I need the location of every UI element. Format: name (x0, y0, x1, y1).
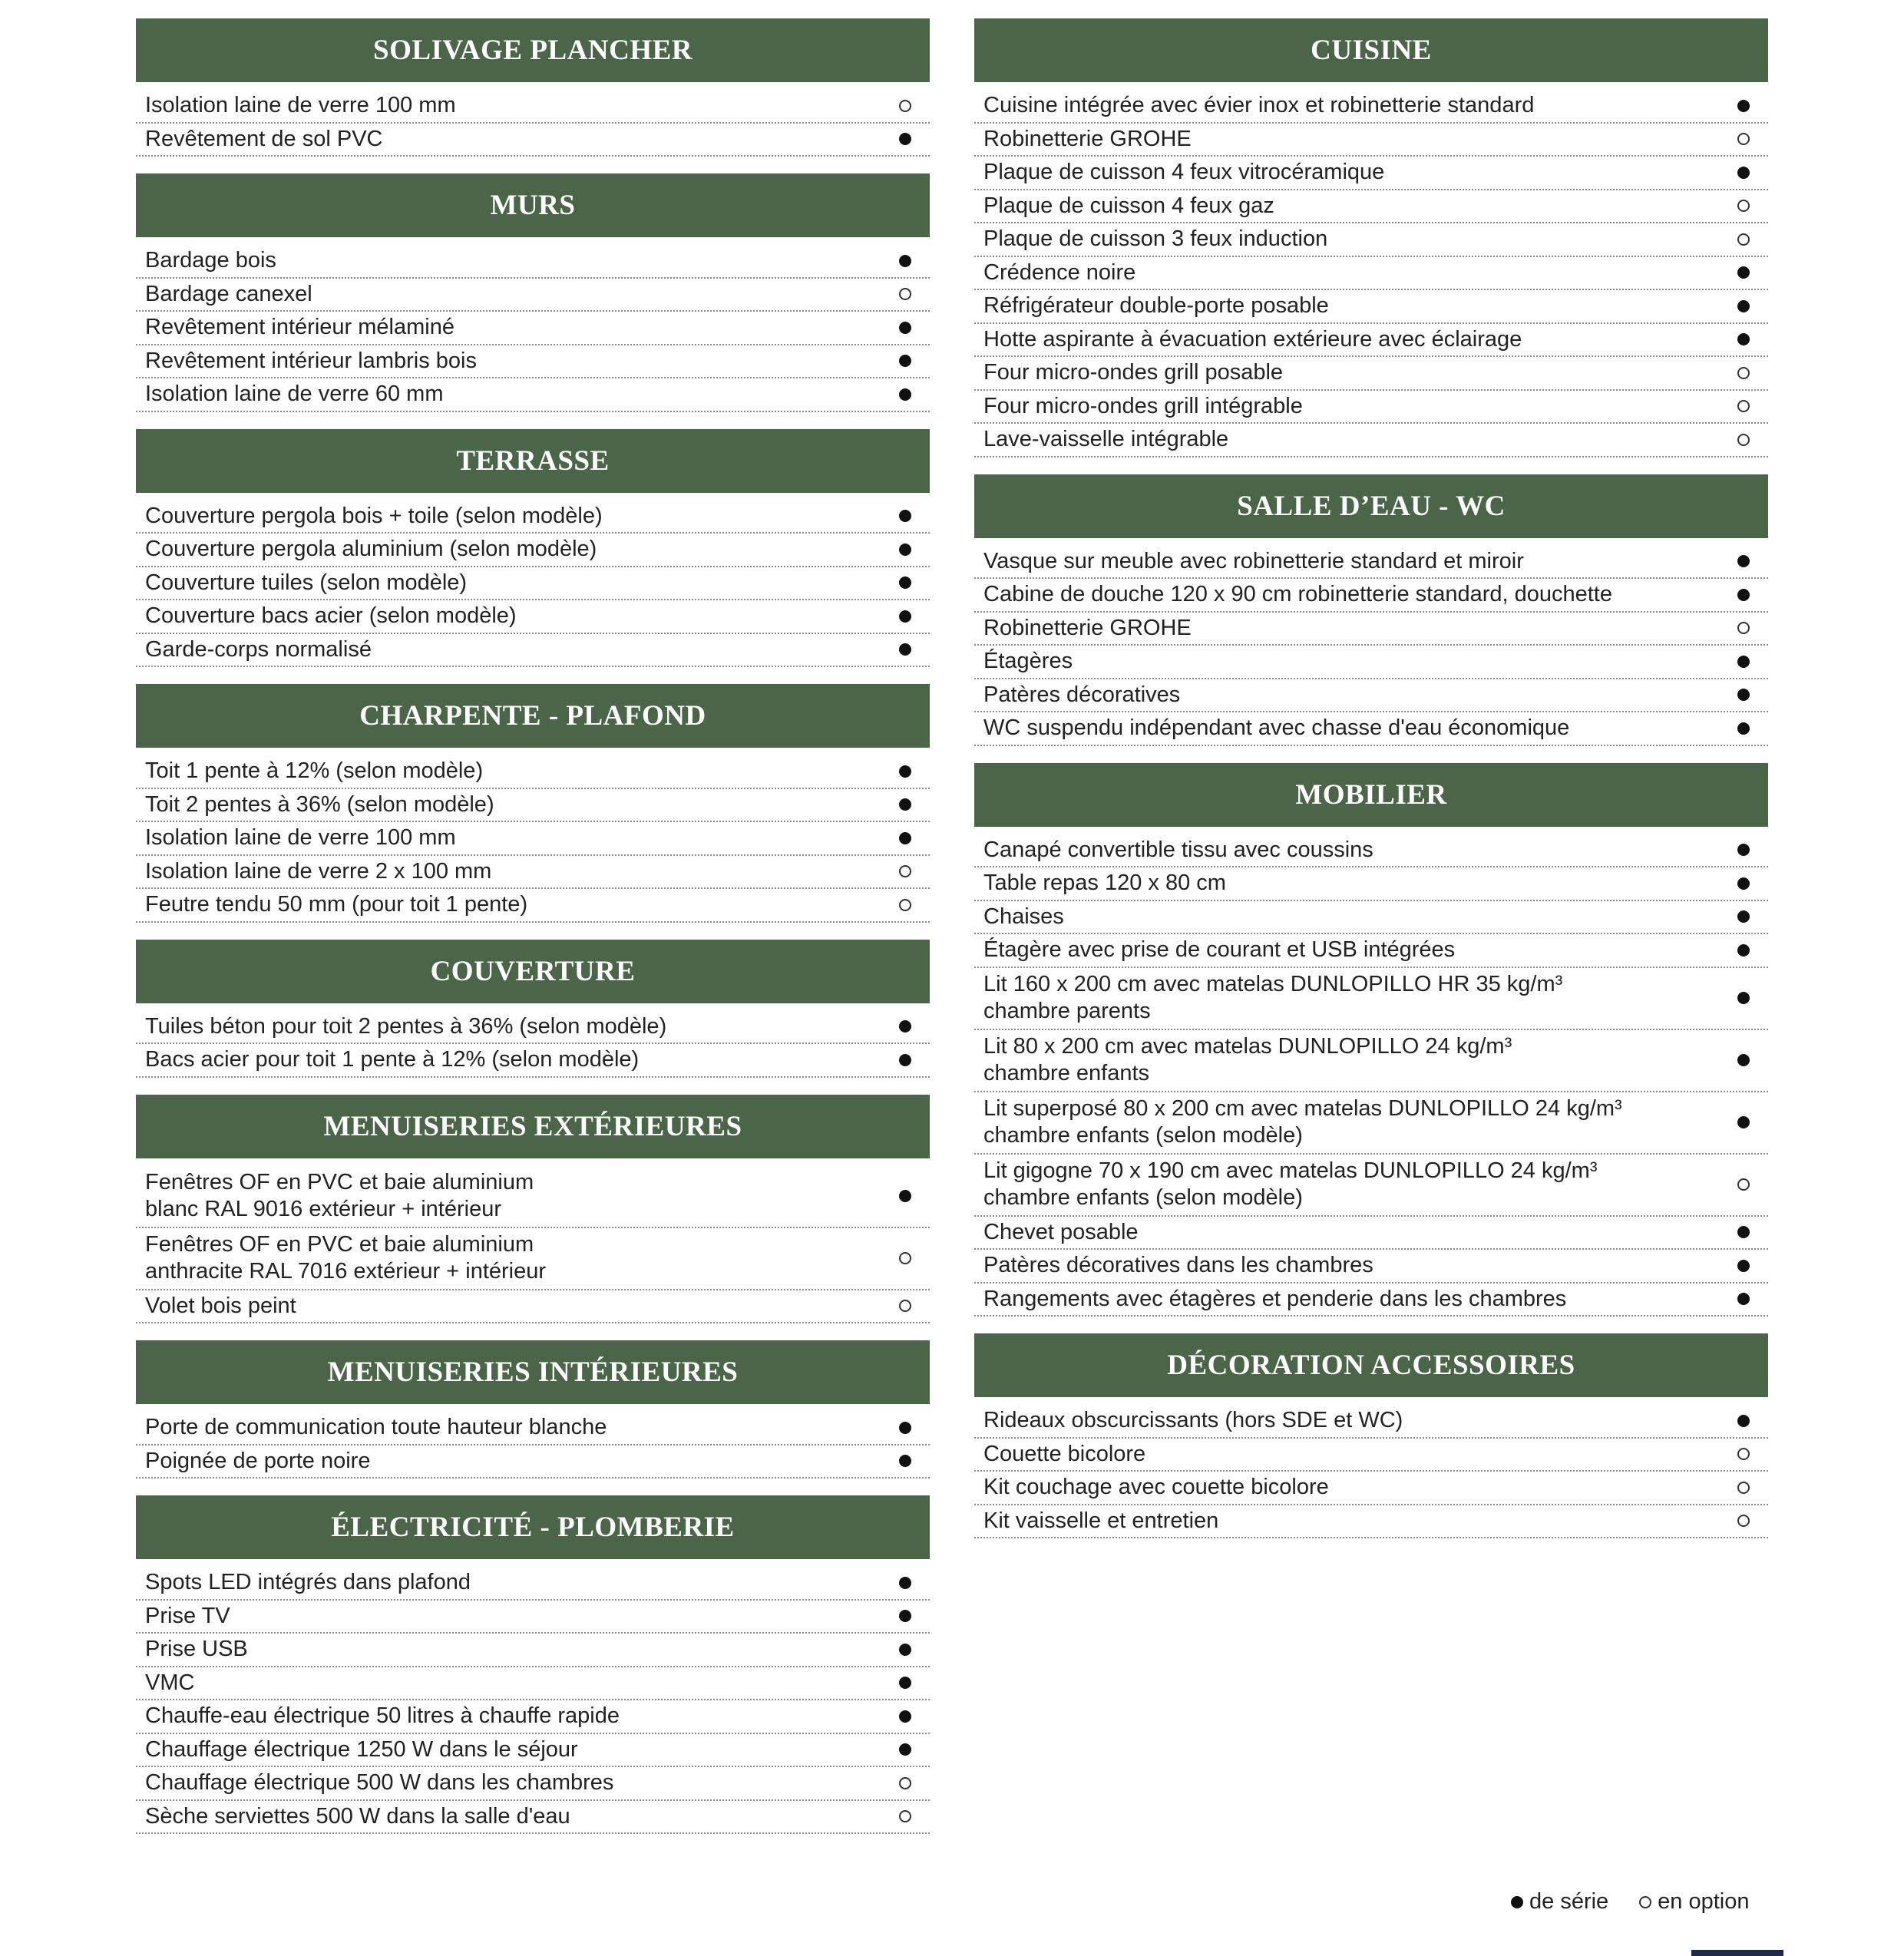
section-salle-d-eau-wc (974, 474, 1768, 746)
item-label: Bacs acier pour toit 1 pente à 12% (selon modèle) (145, 1047, 640, 1072)
item-label: Chauffe-eau électrique 50 litres à chauffe rapide (145, 1703, 620, 1729)
filled-circle-icon (899, 832, 911, 844)
filled-circle-icon (899, 1710, 911, 1723)
item-label: Tuiles béton pour toit 2 pentes à 36% (selon modèle) (145, 1013, 667, 1039)
item-label: VMC (145, 1670, 195, 1695)
filled-circle-icon (1737, 167, 1750, 179)
section-menuiseries-interieures (136, 1340, 930, 1479)
item-label: Couverture tuiles (selon modèle) (145, 570, 468, 595)
list-item (974, 1284, 1768, 1317)
list-item (974, 712, 1768, 746)
list-item (136, 567, 930, 601)
list-item (974, 424, 1768, 458)
filled-circle-icon (1737, 1415, 1750, 1427)
section-title: COUVERTURE (136, 940, 930, 1003)
filled-circle-icon (1737, 844, 1750, 856)
section-menuiseries-exterieures (136, 1095, 930, 1324)
empty-circle-icon (1737, 233, 1750, 246)
list-item (974, 124, 1768, 157)
empty-circle-icon (899, 1252, 911, 1264)
list-item (974, 1439, 1768, 1472)
filled-circle-icon (1737, 300, 1750, 312)
filled-circle-icon (899, 765, 911, 778)
item-label: Kit couchage avec couette bicolore (983, 1475, 1329, 1500)
empty-circle-icon (1737, 1515, 1750, 1527)
section-mobilier (974, 763, 1768, 1317)
item-label: Revêtement intérieur mélaminé (145, 315, 455, 340)
item-label: Canapé convertible tissu avec coussins (983, 837, 1373, 862)
empty-circle-icon (1737, 434, 1750, 446)
empty-circle-icon (899, 100, 911, 112)
filled-circle-icon (1737, 100, 1750, 112)
filled-circle-icon (1737, 992, 1750, 1004)
item-label: Lit 160 x 200 cm avec matelas DUNLOPILLO HR 35 kg/m³ chambre parents (983, 972, 1563, 1023)
list-item (136, 1801, 930, 1835)
list-item (974, 646, 1768, 679)
item-label: Revêtement intérieur lambris bois (145, 348, 477, 373)
empty-circle-icon (899, 865, 911, 877)
list-item (136, 1601, 930, 1634)
item-label: Plaque de cuisson 4 feux gaz (983, 193, 1274, 218)
list-item (136, 1166, 930, 1228)
section-title: SOLIVAGE PLANCHER (136, 18, 930, 82)
list-item (136, 245, 930, 279)
item-label: Robinetterie GROHE (983, 126, 1192, 151)
list-item (974, 1217, 1768, 1251)
item-label: Lit superposé 80 x 200 cm avec matelas DUNLOPILLO 24 kg/m³ chambre enfants (selon modèle) (983, 1096, 1622, 1148)
list-item (136, 90, 930, 124)
filled-circle-icon (1737, 1116, 1750, 1128)
list-item (974, 1250, 1768, 1284)
empty-circle-icon (1737, 400, 1750, 412)
list-item (974, 1092, 1768, 1155)
empty-circle-icon (899, 1777, 911, 1789)
filled-circle-icon (899, 610, 911, 623)
item-label: WC suspendu indépendant avec chasse d'eau économique (983, 715, 1570, 741)
filled-circle-icon (1737, 1054, 1750, 1066)
item-label: Porte de communication toute hauteur blanche (145, 1415, 607, 1440)
list-item (974, 613, 1768, 646)
list-item (974, 968, 1768, 1030)
empty-circle-icon (899, 1810, 911, 1822)
item-label: Couverture pergola aluminium (selon modèle) (145, 537, 597, 562)
empty-circle-icon (1737, 133, 1750, 145)
list-item (136, 822, 930, 856)
section-title: CUISINE (974, 18, 1768, 82)
filled-circle-icon (899, 133, 911, 145)
item-label: Couverture bacs acier (selon modèle) (145, 603, 517, 629)
section-title: MURS (136, 173, 930, 237)
empty-circle-icon (899, 899, 911, 911)
list-item (974, 357, 1768, 391)
item-label: Revêtement de sol PVC (145, 126, 383, 151)
item-label: Isolation laine de verre 2 x 100 mm (145, 858, 492, 884)
item-label: Crédence noire (983, 259, 1136, 285)
section-title: ÉLECTRICITÉ - PLOMBERIE (136, 1495, 930, 1559)
section-terrasse (136, 429, 930, 668)
filled-circle-icon (899, 1610, 911, 1622)
item-label: Hotte aspirante à évacuation extérieure avec éclairage (983, 326, 1522, 352)
item-label: Rangements avec étagères et penderie dans les chambres (983, 1286, 1567, 1311)
list-item (136, 1412, 930, 1446)
item-label: Feutre tendu 50 mm (pour toit 1 pente) (145, 892, 528, 917)
item-label: Poignée de porte noire (145, 1448, 371, 1473)
filled-circle-icon (899, 322, 911, 334)
filled-circle-icon (1737, 1226, 1750, 1238)
section-title: TERRASSE (136, 429, 930, 493)
item-label: Cuisine intégrée avec évier inox et robinetterie standard (983, 93, 1535, 118)
filled-circle-icon (899, 1455, 911, 1467)
item-label: Chauffage électrique 500 W dans les chambres (145, 1770, 614, 1796)
item-label: Réfrigérateur double-porte posable (983, 293, 1329, 319)
filled-circle-icon (899, 1644, 911, 1656)
item-label: Prise TV (145, 1603, 230, 1628)
list-item (136, 1567, 930, 1601)
list-item (136, 789, 930, 823)
section-title: DÉCORATION ACCESSOIRES (974, 1333, 1768, 1397)
filled-circle-icon (899, 798, 911, 811)
filled-circle-icon (1737, 689, 1750, 701)
list-item (974, 1505, 1768, 1539)
left-column (136, 18, 930, 1851)
list-item (136, 1446, 930, 1479)
filled-circle-icon (899, 1422, 911, 1434)
filled-circle-icon (1737, 1260, 1750, 1272)
filled-circle-icon (1737, 266, 1750, 279)
item-label: Cabine de douche 120 x 90 cm robinetterie standard, douchette (983, 582, 1612, 607)
list-item (136, 345, 930, 379)
item-label: Bardage bois (145, 248, 276, 273)
list-item (974, 257, 1768, 291)
list-item (136, 600, 930, 634)
item-label: Couverture pergola bois + toile (selon modèle) (145, 503, 603, 528)
section-title: CHARPENTE - PLAFOND (136, 684, 930, 748)
section-solivage-plancher (136, 18, 930, 157)
list-item (136, 1228, 930, 1290)
legend (1511, 1889, 1750, 1915)
list-item (974, 157, 1768, 190)
item-label: Patères décoratives (983, 682, 1181, 707)
list-item (974, 1472, 1768, 1505)
empty-circle-icon (1639, 1896, 1651, 1908)
item-label: Lit 80 x 200 cm avec matelas DUNLOPILLO 24 kg/m³ chambre enfants (983, 1034, 1512, 1085)
list-item (136, 856, 930, 890)
filled-circle-icon (899, 1577, 911, 1589)
empty-circle-icon (1737, 1178, 1750, 1191)
filled-circle-icon (1737, 333, 1750, 345)
empty-circle-icon (899, 1300, 911, 1312)
item-label: Lave-vaisselle intégrable (983, 427, 1229, 452)
list-item (974, 934, 1768, 968)
filled-circle-icon (899, 577, 911, 589)
item-label: Plaque de cuisson 4 feux vitrocéramique (983, 160, 1385, 185)
section-title: SALLE D’EAU - WC (974, 474, 1768, 538)
item-label: Couette bicolore (983, 1441, 1146, 1466)
item-label: Chauffage électrique 1250 W dans le séjour (145, 1736, 578, 1762)
filled-circle-icon (1737, 722, 1750, 735)
item-label: Prise USB (145, 1637, 248, 1662)
filled-circle-icon (899, 510, 911, 522)
filled-circle-icon (899, 544, 911, 556)
list-item (974, 1405, 1768, 1439)
filled-circle-icon (1737, 656, 1750, 668)
list-item (974, 391, 1768, 425)
list-item (136, 1700, 930, 1734)
list-item (974, 679, 1768, 713)
list-item (136, 1044, 930, 1078)
section-electricite-plomberie (136, 1495, 930, 1834)
filled-circle-icon (1737, 877, 1750, 890)
list-item (136, 378, 930, 412)
section-title: MENUISERIES EXTÉRIEURES (136, 1095, 930, 1158)
empty-circle-icon (1737, 1482, 1750, 1494)
list-item (136, 755, 930, 789)
filled-circle-icon (1737, 1293, 1750, 1305)
section-decoration-accessoires (974, 1333, 1768, 1538)
item-label: Bardage canexel (145, 281, 312, 306)
filled-circle-icon (1737, 589, 1750, 601)
filled-circle-icon (899, 643, 911, 656)
empty-circle-icon (1737, 1448, 1750, 1460)
list-item (974, 834, 1768, 868)
item-label: Table repas 120 x 80 cm (983, 871, 1226, 896)
item-label: Vasque sur meuble avec robinetterie standard et miroir (983, 548, 1524, 573)
list-item (136, 634, 930, 668)
filled-circle-icon (899, 1743, 911, 1756)
list-item (974, 223, 1768, 257)
filled-circle-icon (899, 1020, 911, 1033)
legend-standard-label: de série (1529, 1889, 1609, 1914)
list-item (974, 867, 1768, 901)
item-label: Chevet posable (983, 1219, 1139, 1244)
list-item (974, 579, 1768, 613)
list-item (136, 1667, 930, 1701)
item-label: Patères décoratives dans les chambres (983, 1253, 1373, 1278)
item-label: Isolation laine de verre 100 mm (145, 825, 456, 851)
item-label: Chaises (983, 904, 1064, 929)
item-label: Plaque de cuisson 3 feux induction (983, 226, 1328, 252)
list-item (974, 1030, 1768, 1092)
filled-circle-icon (899, 1677, 911, 1689)
filled-circle-icon (899, 355, 911, 367)
list-item (974, 90, 1768, 124)
item-label: Toit 1 pente à 12% (selon modèle) (145, 758, 484, 784)
item-label: Fenêtres OF en PVC et baie aluminium blanc RAL 9016 extérieur + intérieur (145, 1170, 534, 1221)
list-item (136, 124, 930, 157)
item-label: Volet bois peint (145, 1293, 296, 1318)
empty-circle-icon (1737, 200, 1750, 212)
legend-standard (1511, 1889, 1608, 1915)
filled-circle-icon (1737, 910, 1750, 923)
filled-circle-icon (899, 255, 911, 267)
list-item (136, 534, 930, 567)
list-item (974, 324, 1768, 358)
section-charpente-plafond (136, 684, 930, 923)
empty-circle-icon (899, 288, 911, 300)
empty-circle-icon (1737, 367, 1750, 379)
filled-circle-icon (899, 1190, 911, 1202)
right-column (974, 18, 1768, 1555)
section-title: MOBILIER (974, 763, 1768, 827)
list-item (136, 1734, 930, 1768)
item-label: Rideaux obscurcissants (hors SDE et WC) (983, 1408, 1403, 1433)
list-item (136, 1767, 930, 1801)
list-item (974, 546, 1768, 580)
filled-circle-icon (899, 388, 911, 401)
corner-decoration (1691, 1950, 1783, 1956)
list-item (974, 1155, 1768, 1217)
item-label: Robinetterie GROHE (983, 615, 1192, 640)
item-label: Isolation laine de verre 60 mm (145, 382, 444, 407)
list-item (974, 190, 1768, 224)
list-item (136, 1634, 930, 1667)
list-item (136, 312, 930, 345)
filled-circle-icon (899, 1054, 911, 1066)
item-label: Étagères (983, 649, 1073, 674)
item-label: Isolation laine de verre 100 mm (145, 93, 456, 118)
section-title: MENUISERIES INTÉRIEURES (136, 1340, 930, 1404)
list-item (136, 1011, 930, 1045)
item-label: Garde-corps normalisé (145, 636, 372, 662)
item-label: Kit vaisselle et entretien (983, 1508, 1219, 1533)
legend-option-label: en option (1658, 1889, 1750, 1914)
item-label: Four micro-ondes grill intégrable (983, 393, 1303, 418)
list-item (974, 901, 1768, 935)
item-label: Fenêtres OF en PVC et baie aluminium anthracite RAL 7016 extérieur + intérieur (145, 1232, 547, 1284)
filled-circle-icon (1737, 944, 1750, 957)
filled-circle-icon (1511, 1896, 1523, 1908)
section-cuisine (974, 18, 1768, 458)
list-item (974, 290, 1768, 324)
legend-option (1639, 1889, 1749, 1915)
list-item (136, 501, 930, 534)
item-label: Spots LED intégrés dans plafond (145, 1570, 471, 1595)
item-label: Toit 2 pentes à 36% (selon modèle) (145, 791, 494, 817)
section-murs (136, 173, 930, 412)
item-label: Four micro-ondes grill posable (983, 360, 1284, 385)
empty-circle-icon (1737, 622, 1750, 634)
item-label: Sèche serviettes 500 W dans la salle d'eau (145, 1803, 570, 1829)
list-item (136, 889, 930, 923)
list-item (136, 279, 930, 312)
section-couverture (136, 940, 930, 1078)
list-item (136, 1290, 930, 1324)
item-label: Étagère avec prise de courant et USB intégrées (983, 937, 1456, 963)
filled-circle-icon (1737, 555, 1750, 567)
item-label: Lit gigogne 70 x 190 cm avec matelas DUNLOPILLO 24 kg/m³ chambre enfants (selon modèle) (983, 1158, 1598, 1210)
